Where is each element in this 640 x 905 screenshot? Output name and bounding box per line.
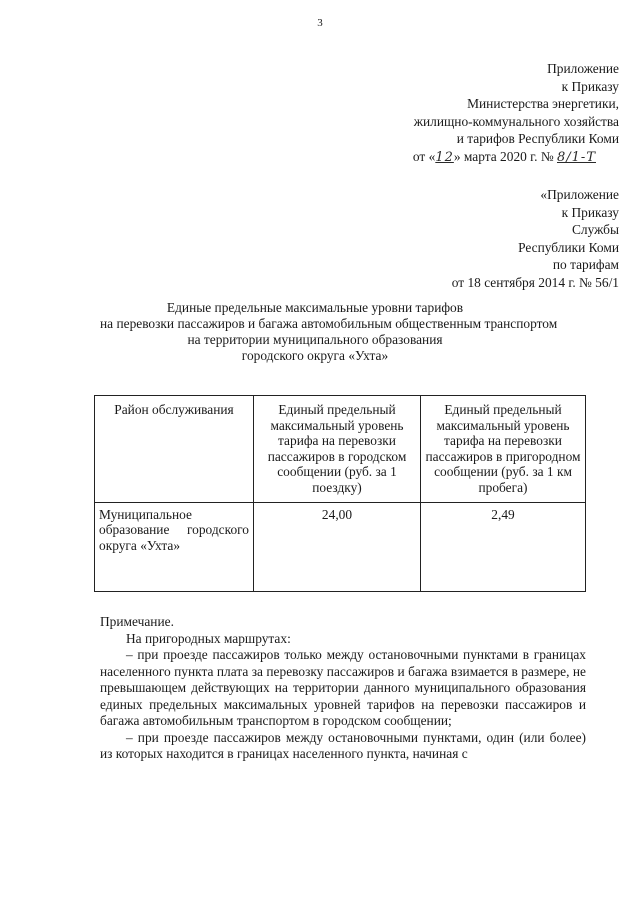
- title-line: на территории муниципального образования: [187, 332, 443, 347]
- title-line: на перевозки пассажиров и багажа автомобильным общественным транспортом: [100, 316, 558, 331]
- handwritten-day: 12: [435, 149, 454, 165]
- appendix-line: «Приложение: [540, 187, 619, 202]
- appendix-line: Приложение: [547, 61, 619, 76]
- header-city-tariff: Единый предельный максимальный уровень тарифа на перевозки пассажиров в городском сообщении (руб. за 1 поездку): [254, 396, 421, 503]
- document-title: [100, 300, 558, 364]
- table-header-row: [95, 396, 586, 503]
- header-region: Район обслуживания: [95, 396, 254, 503]
- appendix-line: к Приказу: [561, 78, 619, 94]
- appendix-line: к Приказу: [561, 204, 619, 220]
- page-number: 3: [317, 17, 323, 29]
- title-line: Единые предельные максимальные уровни тарифов: [166, 300, 464, 315]
- notes-subtitle: На пригородных маршрутах:: [126, 630, 291, 646]
- table-row: [95, 502, 586, 591]
- tariff-table: [94, 395, 586, 592]
- date-middle: » марта 2020 г. №: [453, 148, 554, 164]
- appendix-line: Республики Коми: [518, 239, 619, 255]
- notes-item: – при проезде пассажиров только между остановочными пунктами в границах населенного пункта плата за перевозку пассажиров и багажа взимается в размере, не превышающем действующих на территории данного муниципального образования единых предельных максимальных уровней тарифов на перевозки пассажиров и багажа автомобильным транспортом в городском сообщении;: [100, 647, 586, 728]
- appendix-date-line: [413, 148, 619, 167]
- appendix-line: Службы: [571, 222, 619, 237]
- appendix-current-order: [413, 60, 619, 166]
- notes-section: [100, 614, 586, 763]
- appendix-line: от 18 сентября 2014 г. № 56/1: [451, 274, 619, 290]
- handwritten-order-number: 8/1-Т: [557, 149, 596, 165]
- appendix-previous-order: [452, 186, 619, 291]
- appendix-line: жилищно-коммунального хозяйства: [413, 113, 619, 129]
- appendix-line: Министерства энергетики,: [467, 96, 619, 111]
- cell-city-tariff: 24,00: [254, 502, 421, 591]
- date-prefix: от «: [412, 148, 436, 164]
- header-suburban-tariff: Единый предельный максимальный уровень тарифа на перевозки пассажиров в пригородном сообщении (руб. за 1 км пробега): [421, 396, 586, 503]
- notes-title: Примечание.: [100, 614, 174, 629]
- cell-suburban-tariff: 2,49: [421, 502, 586, 591]
- title-line: городского округа «Ухта»: [241, 348, 389, 363]
- cell-region: Муниципальное образование городского округа «Ухта»: [95, 502, 254, 591]
- notes-item: – при проезде пассажиров между остановочными пунктами, один (или более) из которых находится в границах населенного пункта, начиная с: [100, 729, 586, 761]
- appendix-line: по тарифам: [552, 257, 619, 272]
- appendix-line: и тарифов Республики Коми: [456, 131, 619, 146]
